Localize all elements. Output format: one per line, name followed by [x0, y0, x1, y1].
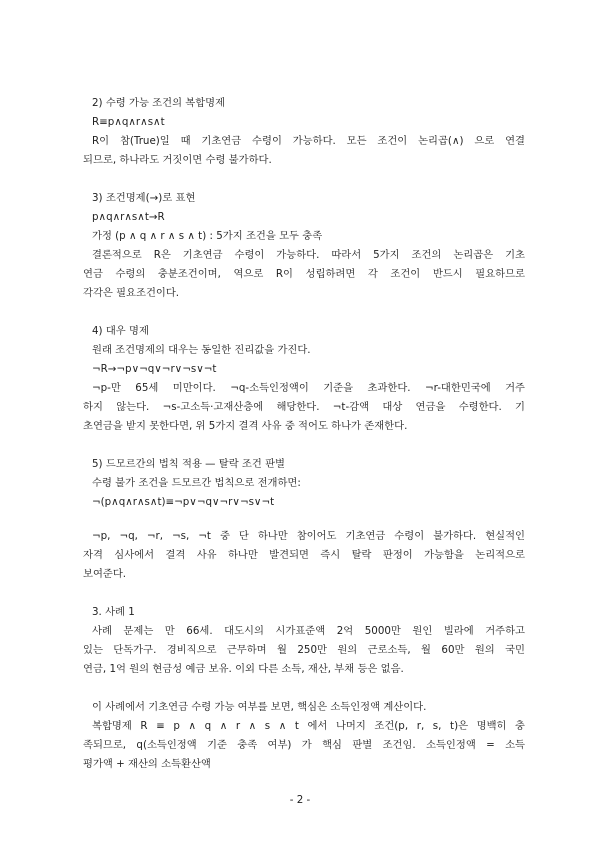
spacer — [83, 436, 525, 455]
formula-conditional: p∧q∧r∧s∧t→R — [92, 211, 165, 223]
spacer — [83, 170, 525, 189]
paragraph-line: 자격 심사에서 결격 사유 하나만 발견되면 즉시 탈락 판정이 가능함을 논리적으로 — [83, 549, 525, 561]
section-heading-4: 4) 대우 명제 — [92, 325, 149, 337]
paragraph-line: 결론적으로 R은 기초연금 수령이 가능하다. 따라서 5가지 조건의 논리곱은 기초 — [92, 249, 525, 261]
paragraph-line: ¬p, ¬q, ¬r, ¬s, ¬t 중 단 하나만 참이어도 기초연금 수령이 불가하다. 현실적인 — [92, 530, 525, 542]
spacer — [83, 584, 525, 603]
paragraph-line: R이 참(True)일 때 기초연금 수령이 가능하다. 모든 조건이 논리곱(∧) 으로 연결 — [92, 135, 525, 147]
paragraph-line: 초연금을 받지 못한다면, 위 5가지 결격 사유 중 적어도 하나가 존재한다. — [83, 420, 408, 432]
paragraph-line: 연금 수령의 충분조건이며, 역으로 R이 성립하려면 각 조건이 반드시 필요하므로 — [83, 268, 525, 280]
paragraph-line: 복합명제 R ≡ p ∧ q ∧ r ∧ s ∧ t 에서 나머지 조건(p, r, s, t)은 명백히 충 — [92, 720, 525, 732]
section-heading-5: 5) 드모르간의 법칙 적용 — 탈락 조건 판별 — [92, 458, 285, 470]
paragraph-line: 이 사례에서 기초연금 수령 가능 여부를 보면, 핵심은 소득인정액 계산이다. — [92, 701, 427, 713]
paragraph-line: 족되므로, q(소득인정액 기준 충족 여부) 가 핵심 판별 조건임. 소득인정액 = 소득 — [83, 739, 525, 751]
section-heading-2: 2) 수령 가능 조건의 복합명제 — [92, 97, 226, 109]
paragraph-line: 사례 문제는 만 66세. 대도시의 시가표준액 2억 5000만 원인 빌라에 거주하고 — [92, 625, 525, 637]
intro-line: 수령 불가 조건을 드모르간 법칙으로 전개하면: — [92, 477, 301, 489]
formula-de-morgan: ¬(p∧q∧r∧s∧t)≡¬p∨¬q∨¬r∨¬s∨¬t — [92, 496, 275, 508]
paragraph-line: 평가액 + 재산의 소득환산액 — [83, 758, 211, 770]
formula-contrapositive: ¬R→¬p∨¬q∨¬r∨¬s∨¬t — [92, 363, 217, 375]
document-body — [83, 94, 525, 774]
paragraph-line: 있는 단독가구. 경비직으로 근무하며 월 250만 원의 근로소득, 월 60만 원의 국민 — [83, 644, 525, 656]
section-heading-3: 3) 조건명제(→)로 표현 — [92, 192, 196, 204]
paragraph-line: 하지 않는다. ¬s-고소득·고재산층에 해당한다. ¬t-감액 대상 연금을 수령한다. 기 — [83, 401, 525, 413]
formula-conjunction: R≡p∧q∧r∧s∧t — [92, 116, 165, 128]
section-heading-case: 3. 사례 1 — [92, 606, 135, 618]
paragraph-line: ¬p-만 65세 미만이다. ¬q-소득인정액이 기준을 초과한다. ¬r-대한민국에 거주 — [92, 382, 525, 394]
paragraph-line: 각각은 필요조건이다. — [83, 287, 180, 299]
intro-line: 원래 조건명제의 대우는 동일한 진리값을 가진다. — [92, 344, 311, 356]
paragraph-line: 보여준다. — [83, 568, 127, 580]
paragraph-line: 연금, 1억 원의 현금성 예금 보유. 이외 다른 소득, 재산, 부채 등은 없음. — [83, 663, 404, 675]
spacer — [83, 679, 525, 698]
paragraph-line: 되므로, 하나라도 거짓이면 수령 불가하다. — [83, 154, 272, 166]
page-number: - 2 - — [289, 794, 311, 806]
assumption-line: 가정 (p ∧ q ∧ r ∧ s ∧ t) : 5가지 조건을 모두 충족 — [92, 230, 323, 242]
spacer — [83, 303, 525, 322]
spacer — [83, 512, 525, 527]
